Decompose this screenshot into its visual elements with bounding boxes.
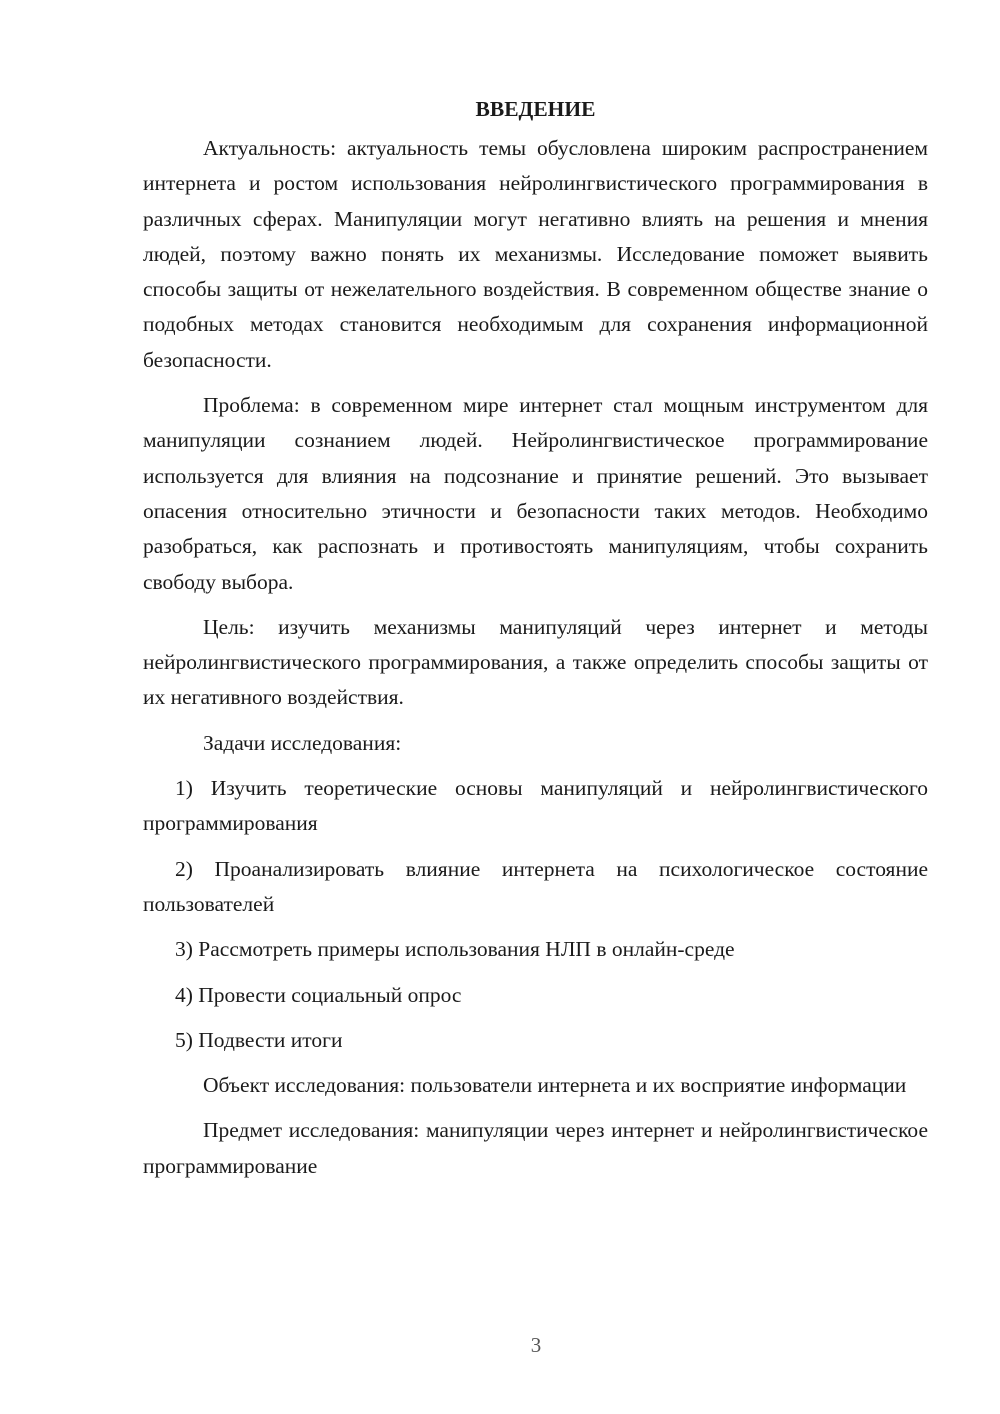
object-paragraph: Объект исследования: пользователи интернета и их восприятие информации	[203, 1073, 907, 1098]
list-item: 2) Проанализировать влияние интернета на психологическое состояние пользователей	[143, 856, 928, 916]
goal-paragraph: Цель: изучить механизмы манипуляций через интернет и методы нейролингвистического программирования, а также определить способы защиты от их негативного воздействия.	[143, 614, 928, 710]
relevance-paragraph: Актуальность: актуальность темы обусловлена широким распространением интернета и ростом использования нейролингвистического программирования в различных сферах. Манипуляции могут негативно влиять на решения и мнения людей, поэтому важно понять их механизмы. Исследование поможет выявить способы защиты от нежелательного воздействия. В современном обществе знание о подобных методах становится необходимым для сохранения информационной безопасности.	[143, 136, 928, 372]
problem-paragraph: Проблема: в современном мире интернет стал мощным инструментом для манипуляции сознанием людей. Нейролингвистическое программирование используется для влияния на подсознание и принятие решений. Это вызывает опасения относительно этичности и безопасности таких методов. Необходимо разобраться, как распознать и противостоять манипуляциям, чтобы сохранить свободу выбора.	[143, 393, 928, 594]
tasks-list	[143, 771, 928, 1058]
page-content	[143, 92, 928, 1194]
list-item: 5) Подвести итоги	[175, 1027, 343, 1052]
list-item: 1) Изучить теоретические основы манипуляций и нейролингвистического программирования	[143, 776, 928, 836]
page-number: 3	[530, 1333, 542, 1357]
page-title: ВВЕДЕНИЕ	[475, 97, 596, 121]
subject-paragraph: Предмет исследования: манипуляции через интернет и нейролингвистическое программирование	[143, 1118, 928, 1178]
list-item: 3) Рассмотреть примеры использования НЛП в онлайн-среде	[175, 937, 735, 962]
list-item: 4) Провести социальный опрос	[175, 982, 462, 1007]
tasks-heading: Задачи исследования:	[203, 730, 402, 755]
